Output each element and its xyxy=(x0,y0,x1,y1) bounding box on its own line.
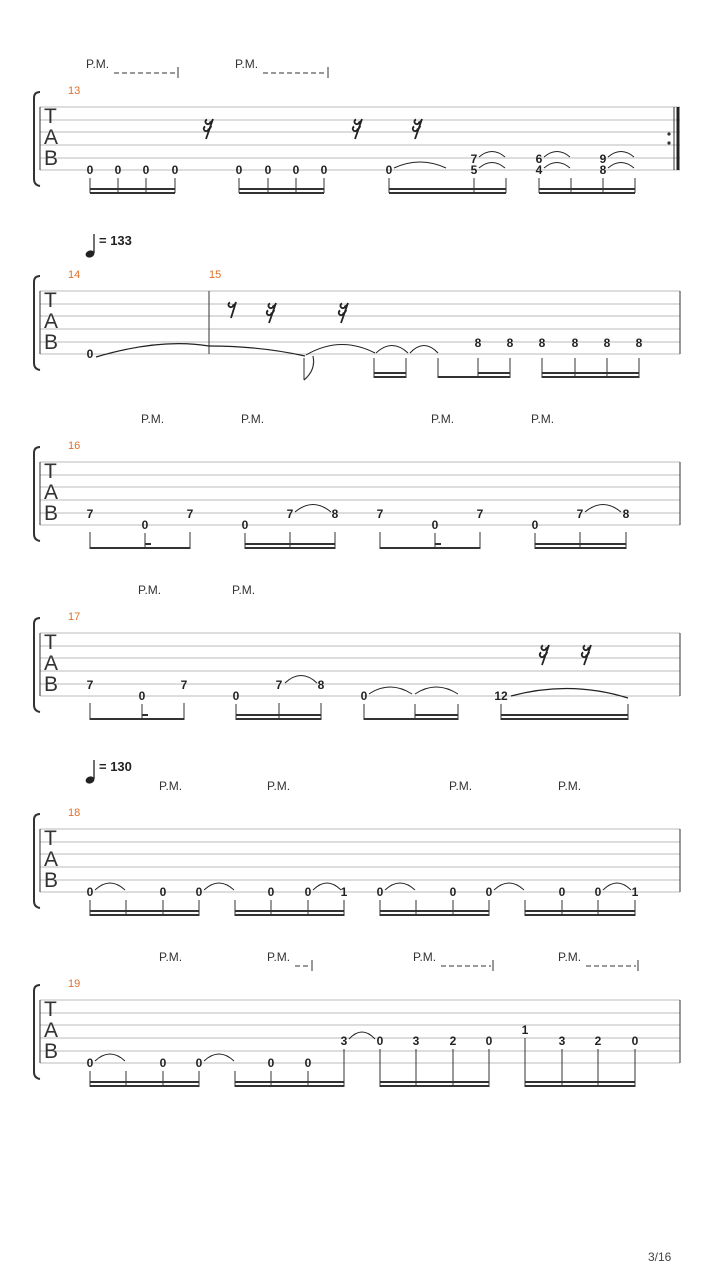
fret-number: 3 xyxy=(412,1034,420,1048)
fret-number: 6 xyxy=(535,152,543,166)
pm-mark: P.M. xyxy=(159,779,183,793)
fret-number: 3 xyxy=(558,1034,566,1048)
fret-number: 0 xyxy=(86,347,94,361)
fret-number: 0 xyxy=(376,885,384,899)
measure-number: 13 xyxy=(68,85,81,97)
tie xyxy=(544,163,570,169)
pm-mark: P.M. xyxy=(241,412,265,426)
fret-number: 2 xyxy=(449,1034,457,1048)
pm-mark: P.M. xyxy=(267,779,291,793)
tie xyxy=(479,152,505,158)
page-number: 3/16 xyxy=(648,1250,672,1264)
fret-number: 0 xyxy=(159,885,167,899)
staff-lines xyxy=(40,829,680,892)
staff-lines xyxy=(40,291,680,354)
measure-number: 17 xyxy=(68,611,81,623)
tie xyxy=(415,687,458,694)
repeat-dot xyxy=(667,132,670,135)
fret-number: 0 xyxy=(114,163,122,177)
fret-number: 0 xyxy=(86,1056,94,1070)
fret-number: 7 xyxy=(376,507,384,521)
measure-number: 16 xyxy=(68,440,81,452)
fret-number: 0 xyxy=(138,689,146,703)
rhythm-beams xyxy=(90,178,635,193)
fret-number: 0 xyxy=(171,163,179,177)
fret-number: 7 xyxy=(275,678,283,692)
system-13 xyxy=(34,57,680,194)
pm-mark: P.M. xyxy=(138,583,162,597)
fret-number: 1 xyxy=(340,885,348,899)
fret-number: 8 xyxy=(331,507,339,521)
pm-mark: P.M. xyxy=(141,412,165,426)
tie xyxy=(376,346,408,354)
tempo-marking xyxy=(85,759,132,785)
pm-mark: P.M. xyxy=(267,950,291,964)
pm-mark: P.M. xyxy=(431,412,455,426)
fret-number: 0 xyxy=(304,885,312,899)
pm-mark: P.M. xyxy=(235,57,259,71)
fret-number: 0 xyxy=(232,689,240,703)
fret-number: 7 xyxy=(470,152,478,166)
fret-number: 0 xyxy=(376,1034,384,1048)
tab-clef-t: T xyxy=(44,631,57,654)
tab-clef-a: A xyxy=(44,310,59,333)
tempo-marking xyxy=(85,233,132,259)
fret-number: 3 xyxy=(340,1034,348,1048)
fret-number: 0 xyxy=(531,518,539,532)
system-bracket xyxy=(34,618,40,712)
fret-number: 12 xyxy=(494,689,508,703)
sixteenth-rest xyxy=(413,119,422,139)
fret-number: 0 xyxy=(141,518,149,532)
tie xyxy=(96,344,209,357)
tie xyxy=(313,883,341,890)
pm-mark: P.M. xyxy=(558,779,582,793)
tab-clef-a: A xyxy=(44,848,59,871)
rhythm-beams xyxy=(90,532,626,549)
fret-number: 4 xyxy=(535,163,543,177)
tab-clef-a: A xyxy=(44,652,59,675)
tie xyxy=(95,883,125,890)
fret-number: 0 xyxy=(86,885,94,899)
fret-number: 0 xyxy=(264,163,272,177)
system-bracket xyxy=(34,447,40,541)
tie xyxy=(95,1054,125,1061)
sixteenth-rest xyxy=(267,303,276,323)
system-bracket xyxy=(34,276,40,370)
tie xyxy=(394,162,446,168)
fret-number: 8 xyxy=(603,336,611,350)
rhythm-beams xyxy=(90,703,628,720)
system-16 xyxy=(34,412,680,549)
tie xyxy=(585,505,621,513)
tie xyxy=(544,152,570,158)
pm-mark: P.M. xyxy=(449,779,473,793)
fret-number: 0 xyxy=(142,163,150,177)
system-14 xyxy=(34,269,680,380)
fret-number: 7 xyxy=(86,507,94,521)
tie xyxy=(285,676,317,684)
sixteenth-rest xyxy=(540,645,549,665)
tie xyxy=(204,883,234,890)
fret-number: 8 xyxy=(622,507,630,521)
system-18 xyxy=(34,779,680,916)
tab-clef-t: T xyxy=(44,998,57,1021)
fret-number: 0 xyxy=(304,1056,312,1070)
tie xyxy=(385,883,415,890)
fret-number: 0 xyxy=(385,163,393,177)
pm-mark: P.M. xyxy=(159,950,183,964)
fret-number: 0 xyxy=(360,689,368,703)
pm-mark: P.M. xyxy=(86,57,110,71)
fret-number: 5 xyxy=(470,163,478,177)
tab-clef-b: B xyxy=(44,502,59,525)
tie xyxy=(608,163,634,169)
sixteenth-rest xyxy=(204,119,213,139)
tie xyxy=(608,152,634,158)
fret-number: 0 xyxy=(292,163,300,177)
fret-number: 1 xyxy=(521,1023,529,1037)
fret-number: 7 xyxy=(476,507,484,521)
fret-number: 0 xyxy=(267,1056,275,1070)
fret-number: 8 xyxy=(317,678,325,692)
fret-number: 7 xyxy=(576,507,584,521)
tab-clef-b: B xyxy=(44,869,59,892)
tab-clef-b: B xyxy=(44,147,59,170)
fret-number: 0 xyxy=(241,518,249,532)
fret-number: 0 xyxy=(594,885,602,899)
system-bracket xyxy=(34,985,40,1079)
tie xyxy=(369,687,412,694)
tie xyxy=(603,883,631,890)
fret-number: 0 xyxy=(235,163,243,177)
tab-clef-b: B xyxy=(44,1040,59,1063)
sixteenth-rest xyxy=(353,119,362,139)
tab-clef-a: A xyxy=(44,126,59,149)
tab-clef-a: A xyxy=(44,1019,59,1042)
tie xyxy=(479,163,505,169)
fret-number: 0 xyxy=(159,1056,167,1070)
fret-number: 8 xyxy=(538,336,546,350)
system-19 xyxy=(34,950,680,1087)
staff-lines xyxy=(40,1000,680,1063)
fret-number: 7 xyxy=(186,507,194,521)
repeat-dot xyxy=(667,141,670,144)
fret-number: 7 xyxy=(180,678,188,692)
fret-number: 1 xyxy=(631,885,639,899)
measure-number: 19 xyxy=(68,978,81,990)
tempo-value: = 130 xyxy=(99,759,132,774)
fret-number: 0 xyxy=(631,1034,639,1048)
tab-clef-b: B xyxy=(44,673,59,696)
tie xyxy=(204,1054,234,1061)
tab-clef-t: T xyxy=(44,827,57,850)
system-bracket xyxy=(34,92,40,186)
fret-number: 7 xyxy=(286,507,294,521)
tab-clef-t: T xyxy=(44,289,57,312)
fret-number: 8 xyxy=(571,336,579,350)
note-flag xyxy=(304,356,314,380)
tie xyxy=(295,505,331,513)
fret-number: 8 xyxy=(635,336,643,350)
fret-number: 0 xyxy=(86,163,94,177)
tie xyxy=(410,346,438,354)
fret-number: 8 xyxy=(599,163,607,177)
tab-clef-b: B xyxy=(44,331,59,354)
tab-clef-a: A xyxy=(44,481,59,504)
tab-clef-t: T xyxy=(44,460,57,483)
tie xyxy=(494,883,524,890)
fret-number: 0 xyxy=(485,885,493,899)
fret-number: 9 xyxy=(599,152,607,166)
pm-mark: P.M. xyxy=(232,583,256,597)
pm-mark: P.M. xyxy=(558,950,582,964)
measure-number: 18 xyxy=(68,807,81,819)
fret-number: 8 xyxy=(474,336,482,350)
fret-number: 0 xyxy=(485,1034,493,1048)
measure-number: 15 xyxy=(209,269,222,281)
system-bracket xyxy=(34,814,40,908)
rhythm-beams xyxy=(90,900,635,916)
sixteenth-rest xyxy=(339,303,348,323)
fret-number: 0 xyxy=(267,885,275,899)
sixteenth-rest xyxy=(582,645,591,665)
fret-number: 0 xyxy=(431,518,439,532)
staff-lines xyxy=(40,462,680,525)
fret-number: 0 xyxy=(195,1056,203,1070)
fret-number: 0 xyxy=(195,885,203,899)
tie xyxy=(511,688,628,698)
tab-clef-t: T xyxy=(44,105,57,128)
tempo-value: = 133 xyxy=(99,233,132,248)
fret-number: 0 xyxy=(320,163,328,177)
pm-mark: P.M. xyxy=(413,950,437,964)
measure-number: 14 xyxy=(68,269,81,281)
system-17 xyxy=(34,583,680,720)
fret-number: 0 xyxy=(558,885,566,899)
fret-number: 0 xyxy=(449,885,457,899)
fret-number: 7 xyxy=(86,678,94,692)
fret-number: 8 xyxy=(506,336,514,350)
fret-number: 2 xyxy=(594,1034,602,1048)
staff-lines xyxy=(40,107,680,170)
tie xyxy=(306,344,375,355)
pm-mark: P.M. xyxy=(531,412,555,426)
